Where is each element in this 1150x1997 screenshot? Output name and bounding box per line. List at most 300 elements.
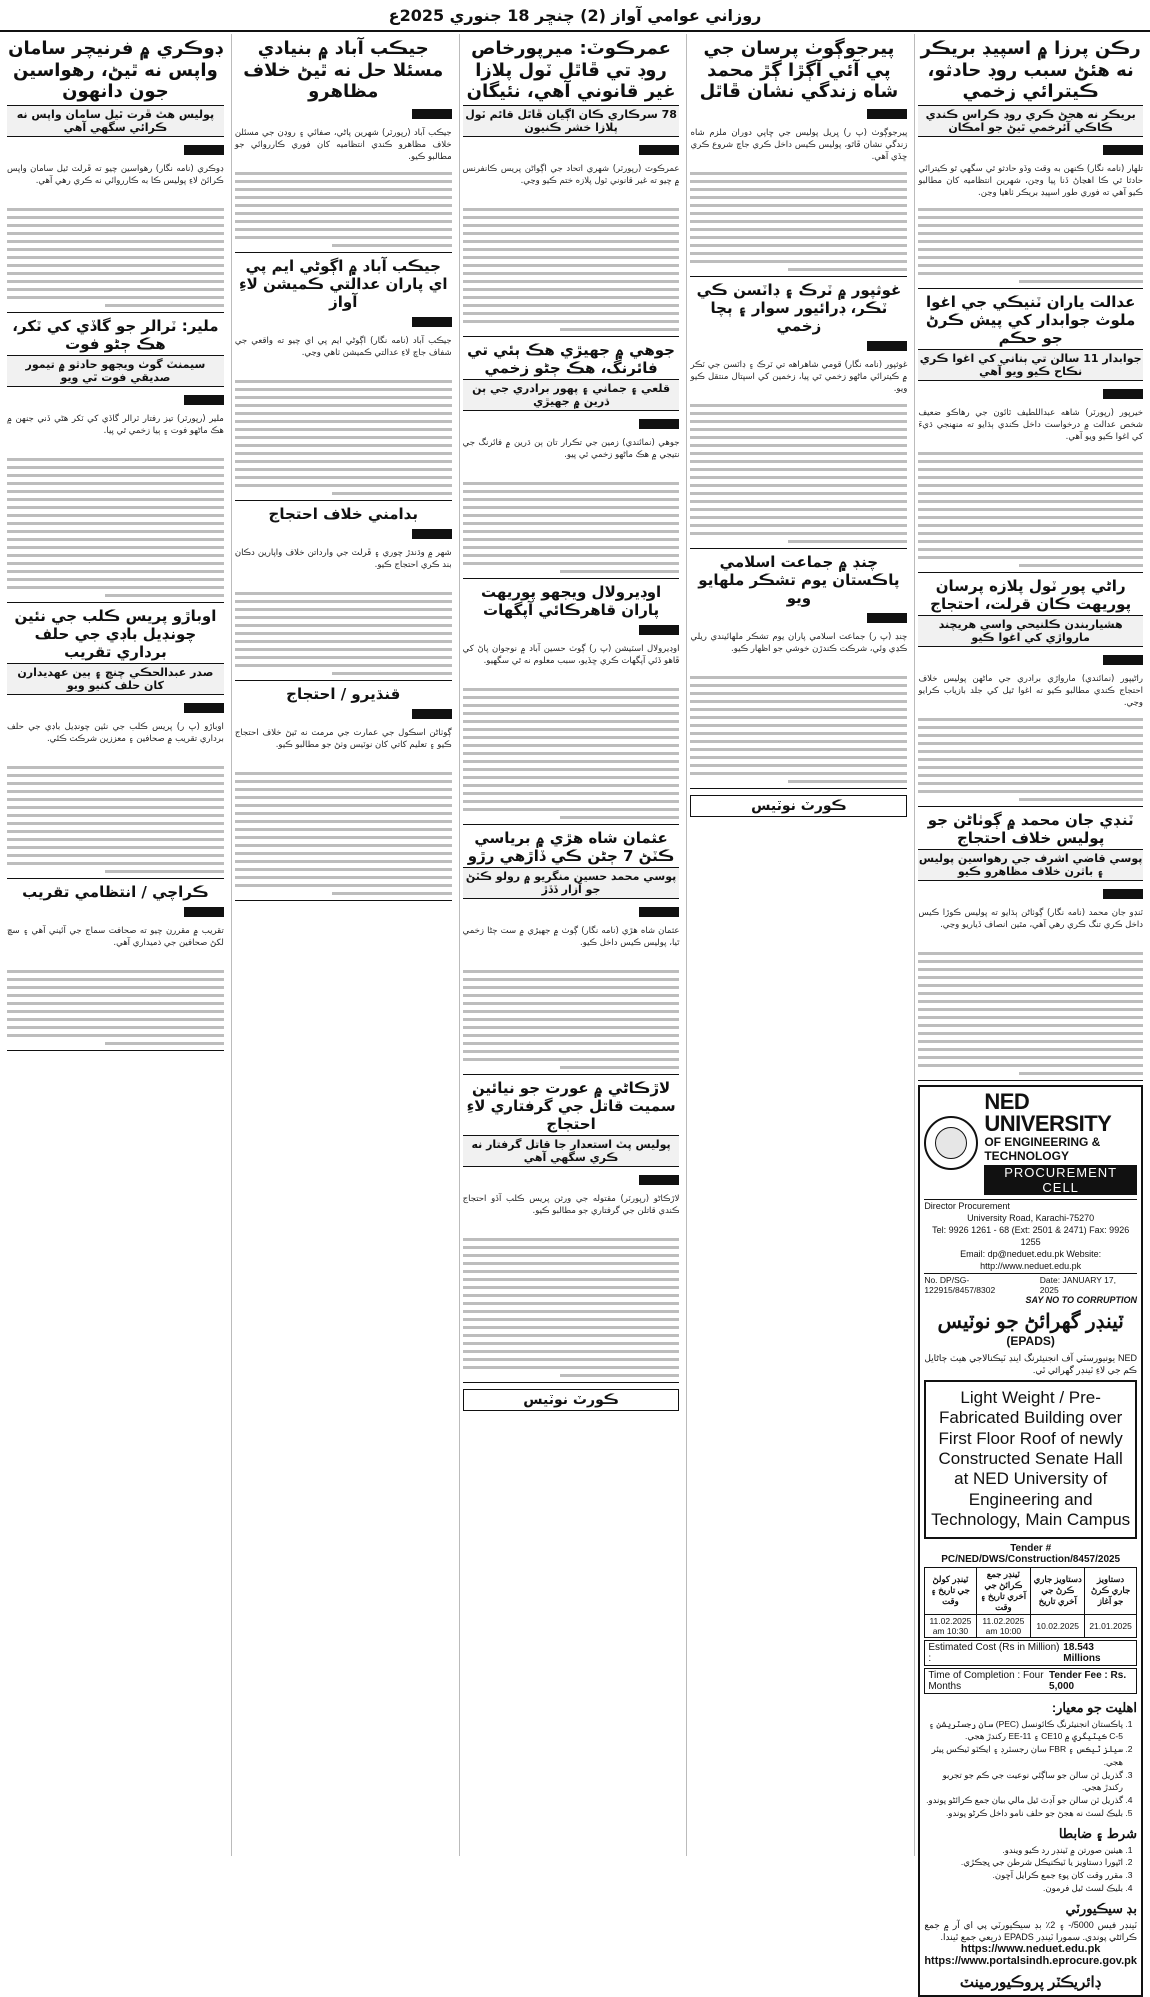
text-line [463, 792, 680, 795]
text-line [7, 240, 224, 243]
text-line [235, 656, 452, 659]
text-line [918, 1048, 1143, 1051]
text-line [463, 482, 680, 485]
text-line [7, 1010, 224, 1013]
text-line [7, 838, 224, 841]
text-line [463, 498, 680, 501]
text-line [690, 188, 907, 191]
text-line [463, 562, 680, 565]
text-line [918, 548, 1143, 551]
text-line [463, 554, 680, 557]
article-headline: ٽنڊي جان محمد ۾ ڳوٺاڻن جو پوليس خلاف احتجاج [927, 810, 1134, 847]
text-line [7, 790, 224, 793]
text-line [463, 538, 680, 541]
article-filler-lines [7, 458, 224, 597]
text-line [918, 790, 1143, 793]
text-line [690, 772, 907, 775]
text-line [918, 1024, 1143, 1027]
article-headline: جوهي ۾ جهيڙي هڪ ٻئي تي فائرنگ، هڪ ڄڻو زخمي [467, 340, 675, 377]
article-body: غوثپور (نامه نگار) قومي شاهراهه تي ٽرڪ ۽ ڊاٽسن جي ٽڪر ۾ ڪيترائي ماڻهو زخمي ٿي پيا، زخمين کي اسپتال منتقل ڪيو ويو. [690, 359, 908, 395]
dateline-tag [1103, 655, 1143, 665]
text-line [7, 994, 224, 997]
text-line [1019, 1072, 1143, 1075]
text-line [463, 232, 680, 235]
divider [235, 900, 452, 901]
text-line [7, 586, 224, 589]
list-item: 4. بليڪ لسٽ ٿيل فرمون. [924, 1882, 1123, 1895]
text-line [332, 672, 451, 675]
article-body: تلهار (نامه نگار) ڪنهن به وقت وڏو حادثو ٿي سگهي ٿو ڪيترائي حادثا ٿي ڪا اهڃاڻ ڏنا پيا وڃن، شهرين انتظاميه کان مطالبو ڪيو آهي ته فوري طور اسپيڊ بريڪر ٺاهيا وڃن. [918, 163, 1143, 199]
dateline-tag [1103, 889, 1143, 899]
completion-label: Time of Completion : Four Months [928, 1669, 1044, 1692]
dateline-tag [184, 395, 224, 405]
divider [690, 788, 907, 789]
divider [918, 288, 1143, 289]
text-line [463, 1262, 680, 1265]
article-headline: راڻي پور ٽول پلازه پرسان پوريهت ڪان قرلت، احتجاج [930, 576, 1132, 613]
article [690, 553, 907, 789]
text-line [918, 500, 1143, 503]
divider [463, 1074, 680, 1075]
text-line [918, 476, 1143, 479]
text-line [463, 736, 680, 739]
text-line [463, 1286, 680, 1289]
text-line [7, 970, 224, 973]
text-line [7, 296, 224, 299]
text-line [235, 600, 452, 603]
article-subheadline: سيمنٽ گوٺ ويجهو حادثو ۾ تيمور صديقي فوت ٿي ويو [7, 355, 224, 387]
text-line [463, 506, 680, 509]
text-line [463, 808, 680, 811]
text-line [7, 1026, 224, 1029]
text-line [918, 468, 1143, 471]
text-line [463, 1270, 680, 1273]
text-line [463, 272, 680, 275]
text-line [690, 748, 907, 751]
text-line [690, 700, 907, 703]
list-item: 2. سيلز ٽيڪس ۽ FBR سان رجسٽرڊ ۽ ايڪٽو ٽيڪس پيئر هجي. [924, 1743, 1123, 1769]
text-line [463, 208, 680, 211]
text-line [7, 256, 224, 259]
text-line [918, 508, 1143, 511]
text-line [235, 592, 452, 595]
article-filler-lines [463, 1238, 680, 1377]
text-line [918, 766, 1143, 769]
text-line [690, 220, 907, 223]
text-line [463, 264, 680, 267]
article-headline: غوثپور ۾ ٽرڪ ۽ ڊاٽسن ڪي ٽڪر، ڊرائيور سوار ۽ ٻچا زخمي [696, 280, 902, 335]
text-line [105, 594, 224, 597]
text-line [918, 256, 1143, 259]
text-line [690, 732, 907, 735]
article-filler-lines [7, 766, 224, 873]
text-line [463, 768, 680, 771]
text-line [463, 704, 680, 707]
article-body: ڊوڪري (نامه نگار) رهواسين چيو ته ڦرلٽ ٿيل سامان واپس ڪرائڻ لاءِ پوليس ڪا به ڪارروائي نه ڪري رهي آهي. [7, 163, 224, 187]
text-line [788, 268, 907, 271]
text-line [235, 780, 452, 783]
text-line [690, 428, 907, 431]
ad-slogan: SAY NO TO CORRUPTION [1025, 1294, 1137, 1305]
article [463, 829, 680, 1075]
article-headline: ڊوڪري ۾ فرنيچر سامان واپس نه ٿيڻ، رهواسين جون دانهون [8, 38, 223, 103]
text-line [463, 986, 680, 989]
article-subheadline: 78 سرڪاري ڪان اڳيان ڦاٿل قائم ٽول پلازا خشر ڪنيون [463, 105, 680, 137]
text-line [7, 466, 224, 469]
text-line [690, 508, 907, 511]
terms-title: شرط ۽ ضابطا [1058, 1825, 1137, 1841]
fee-label: Tender Fee : Rs. 5,000 [1049, 1669, 1127, 1692]
text-line [918, 718, 1143, 721]
text-line [235, 640, 452, 643]
text-line [690, 756, 907, 759]
url-link[interactable]: https://www.neduet.edu.pk [960, 1942, 1101, 1955]
article-headline: اوباڙو پريس ڪلب جي نئين چونڊيل باڊي جي حلف برداري تقريب [14, 606, 217, 661]
text-line [235, 172, 452, 175]
text-line [7, 830, 224, 833]
text-line [7, 846, 224, 849]
text-line [7, 208, 224, 211]
text-line [235, 444, 452, 447]
text-line [918, 782, 1143, 785]
text-line [7, 280, 224, 283]
article-headline: عمرڪوٽ: ميرپورخاص روڊ تي ڦاٿل ٽول پلازا غير قانوني آهي، نئيگان [466, 38, 676, 103]
article-body: ڳوٺاڻن اسڪول جي عمارت جي مرمت نه ٿيڻ خلاف احتجاج ڪيو ۽ تعليم کاتي کان نوٽيس وٺڻ جو مطالبو ڪيو. [234, 727, 452, 751]
text-line [7, 530, 224, 533]
text-line [463, 1238, 680, 1241]
text-line [1019, 798, 1143, 801]
article-headline: عدالت ياران ٽنيڪي جي اغوا ملوث جوابدار کي پيش ڪرڻ جو حڪم [925, 292, 1136, 347]
article-body: اوباڙو (پ ر) پريس ڪلب جي نئين چونڊيل باڊي جي حلف برداري تقريب ۾ صحافين ۽ معززين شرڪت ڪئي. [7, 721, 224, 745]
article-filler-lines [7, 208, 224, 307]
text-line [7, 562, 224, 565]
logo-caption: Director Procurement [924, 1200, 1010, 1211]
text-line [7, 498, 224, 501]
divider [463, 824, 680, 825]
table-row [925, 1614, 1137, 1637]
text-line [235, 876, 452, 879]
text-line [7, 514, 224, 517]
text-line [918, 742, 1143, 745]
text-line [463, 1246, 680, 1249]
text-line [235, 380, 452, 383]
text-line [7, 482, 224, 485]
text-line [235, 468, 452, 471]
ad-header [924, 1088, 1137, 1200]
dateline-tag [184, 907, 224, 917]
text-line [463, 760, 680, 763]
text-line [7, 766, 224, 769]
list-item: 5. بليڪ لسٽ نه هجڻ جو حلف نامو داخل ڪرڻو پوندو. [924, 1807, 1123, 1820]
article [463, 583, 680, 825]
text-line [7, 288, 224, 291]
article-headline: رڪن پرزا ۾ اسپيڊ بريڪر نه هئڻ سبب روڊ حادثو، ڪيترائي زخمي [920, 38, 1141, 103]
text-line [235, 624, 452, 627]
ad-urdu-title: ٽينڊر گهرائڻ جو نوٽيس [937, 1310, 1124, 1333]
ad-ref-row [924, 1273, 1137, 1295]
text-line [7, 862, 224, 865]
text-line [463, 1302, 680, 1305]
text-line [463, 530, 680, 533]
table-header: دستاويز جاري ڪرڻ جو آغاز [1085, 1567, 1137, 1614]
text-line [7, 224, 224, 227]
text-line [235, 788, 452, 791]
article-subheadline: صدر عبدالحڪي چنڇ ۽ ٻين عهديدارن کان حلف کنيو ويو [7, 663, 224, 695]
text-line [105, 870, 224, 873]
article-subheadline: پوليس هٿ ڦرت ٿيل سامان واپس نه ڪرائي سگهي آهي [7, 105, 224, 137]
text-line [918, 1032, 1143, 1035]
url-link[interactable]: https://www.portalsindh.eprocure.gov.pk [924, 1954, 1137, 1967]
article-subheadline: جوابدار 11 سالن تي ٻناني کي اغوا ڪري نڪاح ڪيو ويو آهي [918, 349, 1143, 381]
ad-completion-row [924, 1668, 1137, 1694]
table-header-row [925, 1567, 1137, 1614]
text-line [463, 312, 680, 315]
article-subheadline: پوسي قاضي اشرف جي رهواسين پوليس ۽ باثرن خلاف مظاهرو ڪيو [918, 849, 1143, 881]
text-line [690, 436, 907, 439]
list-item: 2. اڻپورا دستاويز يا ٽيڪنيڪل شرطن جي ڀڃڪڙي. [924, 1856, 1123, 1869]
text-line [690, 500, 907, 503]
article-headline: جيڪب آباد ۾ اڳوڻي ايم پي اي پاران عدالتي ڪميشن لاءِ آواز [238, 256, 448, 311]
text-line [918, 734, 1143, 737]
text-line [463, 752, 680, 755]
court-notice-title: ڪورٽ نوٽيس [690, 795, 907, 817]
text-line [7, 822, 224, 825]
list-item: 4. گذريل ٽن سالن جو آڊٽ ٿيل مالي بيان جمع ڪرائڻو پوندو. [924, 1794, 1123, 1807]
text-line [690, 252, 907, 255]
ad-epads: (EPADS) [1006, 1333, 1055, 1348]
text-line [690, 404, 907, 407]
article-filler-lines [690, 676, 907, 783]
article-body: عثمان شاه هڙي (نامه نگار) ڳوٺ ۾ جهيڙي ۾ ست ڄڻا زخمي ٿيا، پوليس ڪيس داخل ڪيو. [462, 925, 680, 949]
article-filler-lines [918, 718, 1143, 801]
court-notice-title: ڪورٽ نوٽيس [463, 1389, 680, 1411]
ad-signature: ڊائريڪٽر پروڪيورمينٽ [959, 1973, 1102, 1991]
article-filler-lines [463, 482, 680, 573]
text-line [690, 180, 907, 183]
article-body: چنڊ (پ ر) جماعت اسلامي پاران يوم تشڪر ملهائيندي ريلي ڪڍي وئي، شرڪت ڪندڙن خوشي جو اظهار ڪيو. [690, 631, 908, 655]
dateline-tag [1103, 145, 1143, 155]
text-line [7, 506, 224, 509]
text-line [7, 1034, 224, 1037]
article-headline: لاڙڪاڻي ۾ عورت جو نيائين سميت قاتل جي گرفتاري لاءِ احتجاج [466, 1078, 676, 1133]
article-filler-lines [7, 970, 224, 1045]
text-line [690, 468, 907, 471]
terms-list [924, 1844, 1137, 1895]
text-line [463, 216, 680, 219]
article-filler-lines [463, 208, 680, 331]
ad-schedule-table [924, 1567, 1137, 1638]
article-headline: ملير: ٽرالر جو گاڏي کي ٽکر، هڪ ڄڻو فوت [12, 316, 219, 353]
text-line [7, 814, 224, 817]
text-line [690, 524, 907, 527]
article-filler-lines [690, 404, 907, 543]
article-subheadline: بريڪر نه هجڻ ڪري روڊ ڪراس ڪندي ڪاڪي آئرخمي ٿيڻ جو امڪان [918, 105, 1143, 137]
text-line [918, 540, 1143, 543]
text-line [463, 1050, 680, 1053]
text-line [918, 750, 1143, 753]
text-line [918, 240, 1143, 243]
tender-advertisement [918, 1085, 1143, 1997]
divider [235, 680, 452, 681]
text-line [463, 296, 680, 299]
text-line [918, 1008, 1143, 1011]
text-line [463, 256, 680, 259]
text-line [463, 1018, 680, 1021]
dateline-tag [867, 109, 907, 119]
article [7, 883, 224, 1051]
article-body: عمرڪوٽ (رپورٽر) شهري اتحاد جي اڳواڻن پريس ڪانفرنس ۾ چيو ته غير قانوني ٽول پلازه ختم ڪيو وڃي. [462, 163, 680, 187]
text-line [690, 516, 907, 519]
text-line [7, 554, 224, 557]
article [7, 607, 224, 879]
text-line [235, 388, 452, 391]
text-line [235, 404, 452, 407]
text-line [235, 860, 452, 863]
article-subheadline: هشياربندن ڪلنيحي واسي هريچند مارواڙي کي اغوا ڪيو [918, 615, 1143, 647]
text-line [918, 532, 1143, 535]
article-body: شهر ۾ وڌندڙ چوري ۽ ڦرلٽ جي وارداتن خلاف واپارين دڪان بند ڪري احتجاج ڪيو. [234, 547, 452, 571]
university-subtitle: OF ENGINEERING & TECHNOLOGY [984, 1134, 1101, 1163]
divider [918, 572, 1143, 573]
text-line [7, 546, 224, 549]
article [463, 341, 680, 579]
text-line [690, 460, 907, 463]
text-line [690, 484, 907, 487]
text-line [560, 328, 679, 331]
text-line [918, 248, 1143, 251]
text-line [560, 1374, 679, 1377]
dateline-tag [639, 419, 679, 429]
text-line [7, 474, 224, 477]
text-line [235, 804, 452, 807]
text-line [690, 764, 907, 767]
text-line [690, 708, 907, 711]
text-line [1019, 564, 1143, 567]
article-body: جوهي (نمائندي) زمين جي تڪرار تان ٻن ڌرين ۾ فائرنگ جي نتيجي ۾ هڪ ماڻهو زخمي ٿي پيو. [462, 437, 680, 461]
text-line [918, 264, 1143, 267]
text-line [463, 288, 680, 291]
text-line [235, 608, 452, 611]
article-filler-lines [918, 452, 1143, 567]
article-headline: پيرجوڳوٺ پرسان جي پي آئي آڳڙا ڳڙ محمد شاه زندگي نشان ڦاٿل [699, 38, 899, 103]
university-name: NED UNIVERSITY [984, 1088, 1112, 1136]
article-headline: ڪراچي / انتظامي تقريب [22, 882, 209, 901]
text-line [235, 836, 452, 839]
dateline-tag [412, 317, 452, 327]
article [918, 293, 1143, 573]
dateline-tag [184, 145, 224, 155]
text-line [7, 522, 224, 525]
article-filler-lines [235, 172, 452, 247]
text-line [7, 578, 224, 581]
text-line [332, 244, 451, 247]
text-line [235, 884, 452, 887]
text-line [463, 522, 680, 525]
text-line [235, 228, 452, 231]
column-3 [459, 34, 683, 1856]
text-line [690, 692, 907, 695]
table-header: ٽينڊر کولڻ جي تاريخ ۽ وقت [925, 1567, 976, 1614]
article-filler-lines [690, 172, 907, 271]
ad-date: Date: JANUARY 17, 2025 [1039, 1274, 1116, 1295]
text-line [690, 244, 907, 247]
article-filler-lines [463, 688, 680, 819]
text-line [235, 484, 452, 487]
article-headline: بدامني خلاف احتجاج [268, 504, 418, 523]
article-subheadline: پوسي محمد حسين منگريو ۾ رولو ڪٽڻ جو آزار ڏڏڙ [463, 867, 680, 899]
text-line [463, 1358, 680, 1361]
ad-ref: No. DP/SG-122915/8457/8302 [924, 1274, 996, 1295]
security-text: ٽينڊر فيس 5000/- ۽ 2٪ بڊ سيڪيورٽي پي اي آر ۾ جمع ڪرائڻي پوندي. سمورا ٽينڊر EPADS ذريعي جمع ٿيندا. [924, 1919, 1137, 1942]
table-cell: 21.01.2025 [1085, 1614, 1137, 1637]
ad-tender-no: Tender # PC/NED/DWS/Construction/8457/2025 [941, 1542, 1121, 1565]
text-line [788, 540, 907, 543]
table-cell: 10.02.2025 [1031, 1614, 1085, 1637]
text-line [918, 992, 1143, 995]
text-line [235, 664, 452, 667]
text-line [7, 774, 224, 777]
text-line [463, 1042, 680, 1045]
ad-estimated-cost [924, 1640, 1137, 1666]
text-line [463, 1342, 680, 1345]
article-headline: عثمان شاه هڙي ۾ برياسي ڪٽڻ 7 ڄڻن ڪي ڏاڙهي رڙو [467, 828, 675, 865]
dateline-tag [867, 613, 907, 623]
divider [918, 806, 1143, 807]
article-body: جيڪب آباد (رپورٽر) شهرين پاڻي، صفائي ۽ روڊن جي مسئلن خلاف مظاهرو ڪندي انتظاميه کان فوري ڪارروائي جو مطالبو ڪيو. [234, 127, 452, 163]
article [690, 38, 907, 277]
columns-container [4, 34, 1146, 1991]
divider [7, 1050, 224, 1051]
article-filler-lines [235, 592, 452, 675]
text-line [235, 220, 452, 223]
text-line [7, 854, 224, 857]
text-line [7, 272, 224, 275]
text-line [463, 280, 680, 283]
text-line [7, 782, 224, 785]
text-line [463, 1002, 680, 1005]
dateline-tag [412, 529, 452, 539]
text-line [463, 776, 680, 779]
text-line [690, 412, 907, 415]
divider [235, 500, 452, 501]
text-line [690, 204, 907, 207]
article-filler-lines [918, 208, 1143, 283]
text-line [463, 490, 680, 493]
text-line [560, 816, 679, 819]
article [918, 577, 1143, 807]
text-line [463, 1334, 680, 1337]
article [235, 257, 452, 501]
text-line [235, 632, 452, 635]
text-line [1019, 280, 1143, 283]
text-line [690, 420, 907, 423]
article-body: اوڊيرولال اسٽيشن (پ ر) ڳوٺ حسين آباد ۾ نوجوان پاڻ کي ڦاهو ڏئي آپگهات ڪري ڇڏيو، سبب معلوم نه ٿي سگهيو. [462, 643, 680, 667]
text-line [918, 1064, 1143, 1067]
text-line [463, 1058, 680, 1061]
list-item: 1. پاڪستان انجنيئرنگ ڪائونسل (PEC) سان رجسٽريشن ۽ C-5 ڪيٽيگري ۾ CE10 ۽ EE-11 رکندڙ هجي. [924, 1718, 1123, 1744]
text-line [918, 208, 1143, 211]
text-line [7, 538, 224, 541]
text-line [7, 216, 224, 219]
text-line [463, 1278, 680, 1281]
text-line [7, 1018, 224, 1021]
text-line [463, 514, 680, 517]
article-headline: اوڊيرولال ويجهو پوريهت پاران قاهرڪائي آپگهات [480, 582, 662, 619]
column-2 [686, 34, 910, 1856]
divider [7, 312, 224, 313]
text-line [235, 460, 452, 463]
article-subheadline: قلعي ۽ جماني ۽ پهور برادري جي ٻن ڌرين ۾ جهيڙي [463, 379, 680, 411]
